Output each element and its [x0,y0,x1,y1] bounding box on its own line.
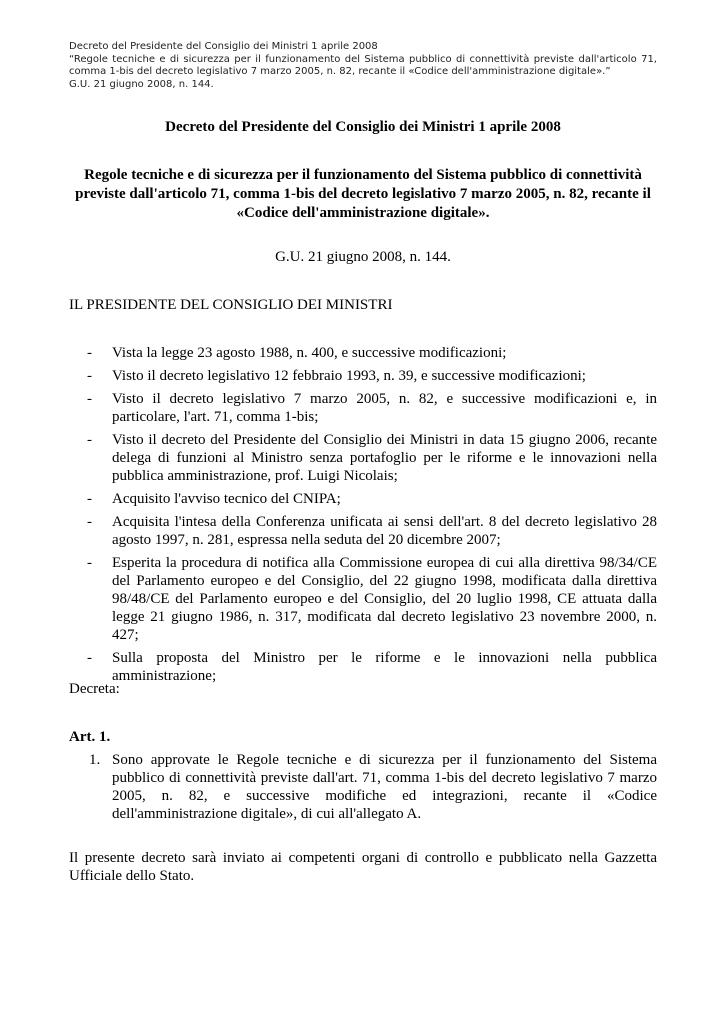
bullet-dash: - [87,345,92,361]
premise-item [69,344,657,362]
running-header-title: Decreto del Presidente del Consiglio dei Ministri 1 aprile 2008 [69,41,378,52]
document-subtitle: Regole tecniche e di sicurezza per il funzionamento del Sistema pubblico di connettività previste dall'articolo 71, comma 1-bis del decreto legislativo 7 marzo 2005, n. 82, recante il «Codice dell'amministrazione digitale». [75,167,651,221]
premise-text: Acquisito l'avviso tecnico del CNIPA; [112,491,341,507]
bullet-dash: - [87,650,92,666]
running-header [69,41,657,91]
running-header-gazette: G.U. 21 giugno 2008, n. 144. [69,78,214,90]
premises-list [69,344,657,690]
premise-text: Visto il decreto legislativo 7 marzo 2005, n. 82, e successive modificazioni e, in particolare, l'art. 71, comma 1-bis; [112,391,657,425]
closing-paragraph: Il presente decreto sarà inviato ai competenti organi di controllo e pubblicato nella Gazzetta Ufficiale dello Stato. [69,850,657,884]
premise-text: Esperita la procedura di notifica alla Commissione europea di cui alla direttiva 98/34/CE del Parlamento europeo e del Consiglio, del 22 giugno 1998, modificata dalla direttiva 98/48/CE del Parlamento europeo e del Consiglio, del 20 luglio 1998, CE attuata dalla legge 21 giugno 1986, n. 317, modificata dal decreto legislativo 23 novembre 2000, n. 427; [112,555,657,643]
premise-item [69,367,657,385]
decreta-heading: Decreta: [69,681,120,697]
bullet-dash: - [87,391,92,407]
issuer-heading: IL PRESIDENTE DEL CONSIGLIO DEI MINISTRI [69,297,393,313]
article-item-text: Sono approvate le Regole tecniche e di sicurezza per il funzionamento del Sistema pubblico di connettività previste dall'art. 71, comma 1-bis del decreto legislativo 7 marzo 2005, n. 82, e successive modifiche ed integrazioni, recante il «Codice dell'amministrazione digitale», di cui all'allegato A. [112,752,657,822]
premise-item [69,554,657,644]
article-item-number: 1. [89,752,101,768]
bullet-dash: - [87,555,92,571]
premise-text: Vista la legge 23 agosto 1988, n. 400, e successive modificazioni; [112,345,507,361]
document-title: Decreto del Presidente del Consiglio dei Ministri 1 aprile 2008 [165,119,561,135]
bullet-dash: - [87,514,92,530]
bullet-dash: - [87,368,92,384]
premise-item [69,490,657,508]
premise-item [69,431,657,485]
running-header-subject: “Regole tecniche e di sicurezza per il funzionamento del Sistema pubblico di connettività previste dall'articolo 71, comma 1-bis del decreto legislativo 7 marzo 2005, n. 82, recante il «Codice dell'amministrazione digitale».” [69,53,657,77]
premise-text: Sulla proposta del Ministro per le riforme e le innovazioni nella pubblica amministrazione; [112,650,657,684]
premise-item [69,390,657,426]
article-item [69,751,657,823]
bullet-dash: - [87,432,92,448]
bullet-dash: - [87,491,92,507]
premise-text: Acquisita l'intesa della Conferenza unificata ai sensi dell'art. 8 del decreto legislativo 28 agosto 1997, n. 281, espressa nella seduta del 20 dicembre 2007; [112,514,657,548]
premise-item [69,513,657,549]
premise-text: Visto il decreto del Presidente del Consiglio dei Ministri in data 15 giugno 2006, recante delega di funzioni al Ministro senza portafoglio per le riforme e le innovazioni nella pubblica amministrazione, prof. Luigi Nicolais; [112,432,657,484]
gazette-reference: G.U. 21 giugno 2008, n. 144. [275,249,451,265]
article-title: Art. 1. [69,729,111,745]
article-items [69,751,657,823]
premise-text: Visto il decreto legislativo 12 febbraio 1993, n. 39, e successive modificazioni; [112,368,586,384]
